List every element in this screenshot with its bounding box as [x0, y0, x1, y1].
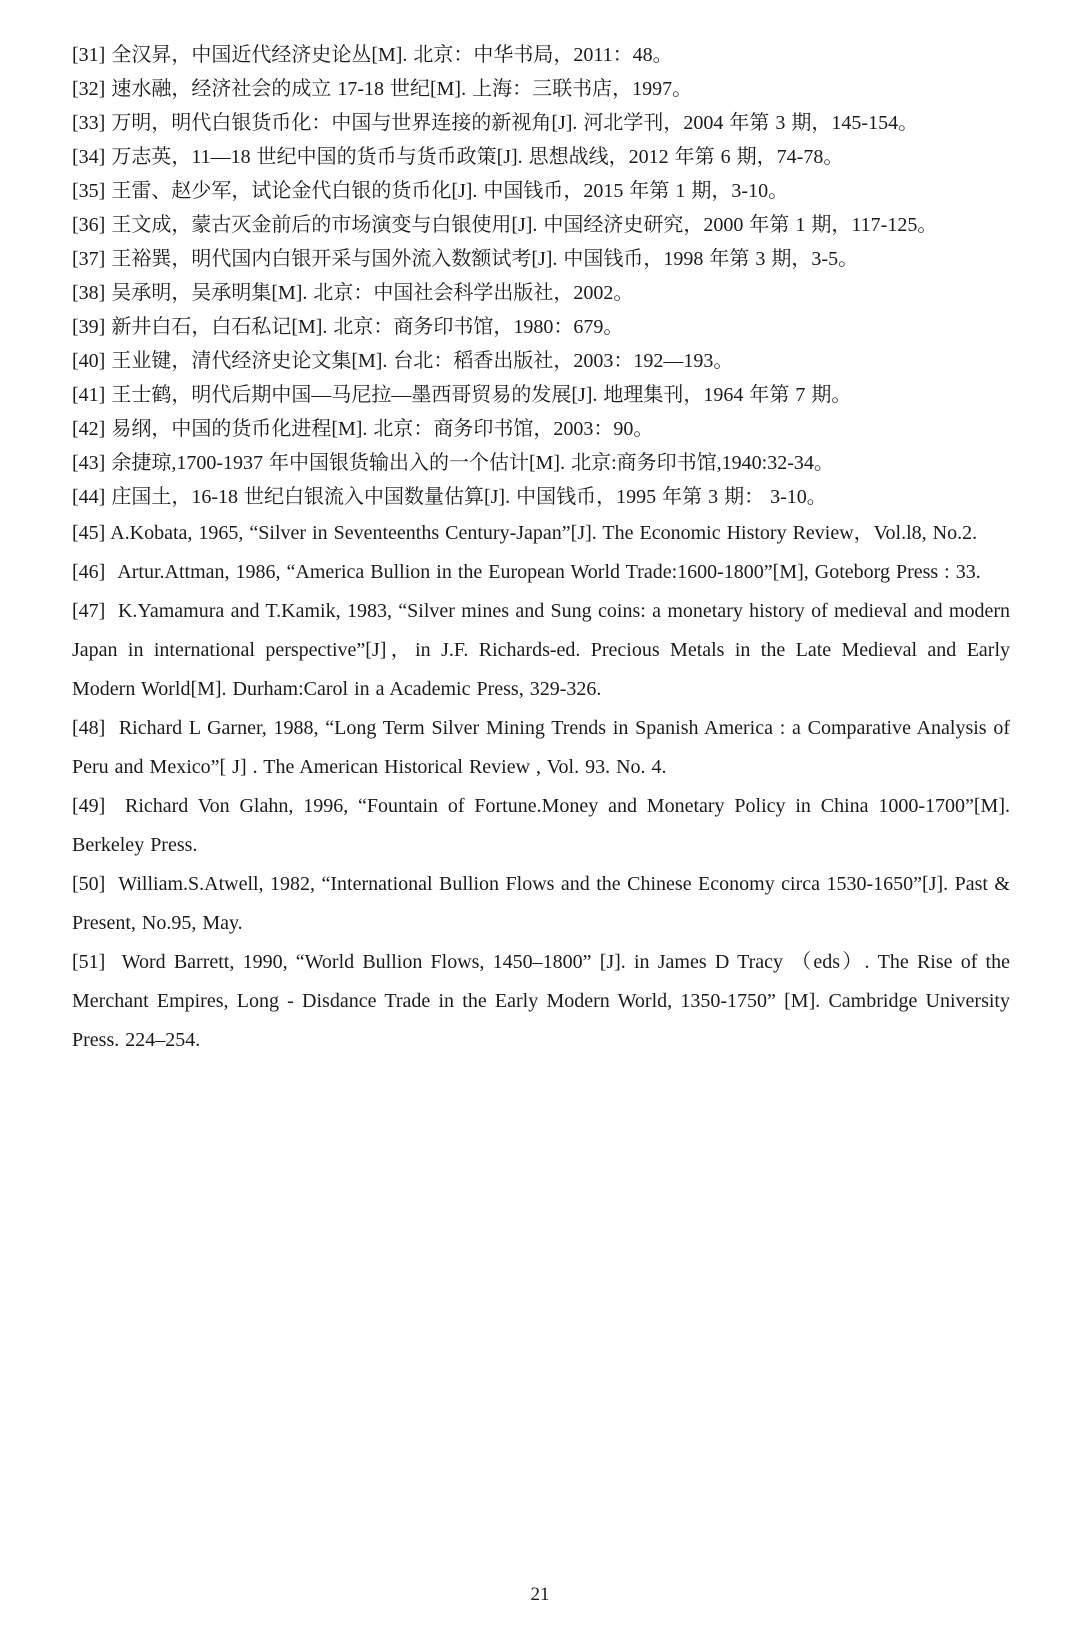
reference-item: [45] A.Kobata, 1965, “Silver in Seventeenths Century-Japan”[J]. The Economic History Review，Vol.l8, No.2.	[72, 522, 978, 544]
reference-item: [47] K.Yamamura and T.Kamik, 1983, “Silver mines and Sung coins: a monetary history of medieval and modern Japan in international perspective”[J]，in J.F. Richards-ed. Precious Metals in the Late Medieval and Early Modern World[M]. Durham:Carol in a Academic Press, 329-326.	[72, 600, 1010, 700]
reference-item: [34] 万志英，11—18 世纪中国的货币与货币政策[J]. 思想战线，2012 年第 6 期，74-78。	[72, 146, 844, 168]
reference-item: [49] Richard Von Glahn, 1996, “Fountain of Fortune.Money and Monetary Policy in China 1000-1700”[M]. Berkeley Press.	[72, 795, 1010, 856]
reference-item: [48] Richard L Garner, 1988, “Long Term Silver Mining Trends in Spanish America : a Comparative Analysis of Peru and Mexico”[ J] . The American Historical Review , Vol. 93. No. 4.	[72, 717, 1010, 778]
reference-item: [37] 王裕巽，明代国内白银开采与国外流入数额试考[J]. 中国钱币，1998 年第 3 期，3-5。	[72, 248, 859, 270]
reference-item: [51] Word Barrett, 1990, “World Bullion Flows, 1450–1800” [J]. in James D Tracy （eds）. The Rise of the Merchant Empires, Long - Disdance Trade in the Early Modern World, 1350-1750” [M]. Cambridge University Press. 224–254.	[72, 951, 1010, 1051]
reference-item: [44] 庄国土，16-18 世纪白银流入中国数量估算[J]. 中国钱币，1995 年第 3 期： 3-10。	[72, 486, 827, 508]
reference-item: [32] 速水融，经济社会的成立 17-18 世纪[M]. 上海：三联书店，1997。	[72, 78, 693, 100]
reference-item: [35] 王雷、赵少军，试论金代白银的货币化[J]. 中国钱币，2015 年第 1 期，3-10。	[72, 180, 789, 202]
reference-item: [43] 余捷琼,1700-1937 年中国银货输出入的一个估计[M]. 北京:商务印书馆,1940:32-34。	[72, 452, 834, 474]
reference-item: [33] 万明，明代白银货币化：中国与世界连接的新视角[J]. 河北学刊，2004 年第 3 期，145-154。	[72, 112, 919, 134]
reference-item: [36] 王文成，蒙古灭金前后的市场演变与白银使用[J]. 中国经济史研究，2000 年第 1 期，117-125。	[72, 214, 938, 236]
reference-item: [41] 王士鹤，明代后期中国—马尼拉—墨西哥贸易的发展[J]. 地理集刊，1964 年第 7 期。	[72, 384, 852, 406]
reference-item: [31] 全汉昇，中国近代经济史论丛[M]. 北京：中华书局，2011：48。	[72, 44, 673, 66]
reference-item: [50] William.S.Atwell, 1982, “International Bullion Flows and the Chinese Economy circa 1530-1650”[J]. Past & Present, No.95, May.	[72, 873, 1010, 934]
reference-item: [39] 新井白石，白石私记[M]. 北京：商务印书馆，1980：679。	[72, 316, 624, 338]
references-list	[72, 38, 1010, 1060]
reference-item: [42] 易纲，中国的货币化进程[M]. 北京：商务印书馆，2003：90。	[72, 418, 654, 440]
reference-item: [46] Artur.Attman, 1986, “America Bullion in the European World Trade:1600-1800”[M], Goteborg Press : 33.	[72, 561, 981, 583]
page-number: 21	[530, 1584, 550, 1605]
reference-item: [38] 吴承明，吴承明集[M]. 北京：中国社会科学出版社，2002。	[72, 282, 634, 304]
reference-item: [40] 王业键，清代经济史论文集[M]. 台北：稻香出版社，2003：192—193。	[72, 350, 734, 372]
